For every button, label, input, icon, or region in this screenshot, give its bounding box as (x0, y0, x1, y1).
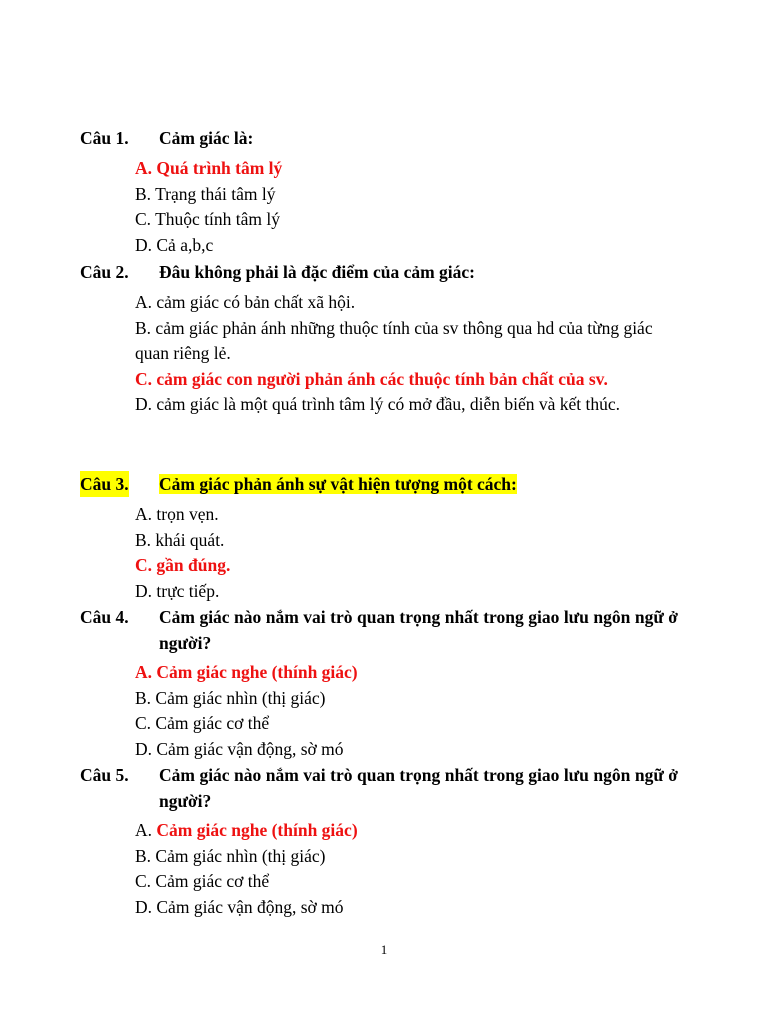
question-text-wrapper (159, 471, 678, 497)
question-text: Cảm giác phản ánh sự vật hiện tượng một cách: (159, 474, 517, 494)
question-2 (80, 259, 678, 285)
answer-option: B. khái quát. (135, 529, 225, 550)
answer-prefix: A. (135, 820, 157, 840)
answer-option (135, 818, 678, 844)
question-number: Câu 5. (80, 765, 129, 785)
question-number: Câu 3. (80, 471, 129, 497)
question-text: Cảm giác là: (159, 128, 254, 148)
answer-option: B. cảm giác phản ánh những thuộc tính của sv thông qua hd của từng giác quan riêng lẻ. (135, 317, 653, 363)
answer-option: D. Cảm giác vận động, sờ mó (135, 896, 344, 917)
question-number: Câu 2. (80, 262, 129, 282)
question-text: Đâu không phải là đặc điểm của cảm giác: (159, 262, 475, 282)
answer-option: A. Cảm giác nghe (thính giác) (135, 662, 358, 682)
answers-3 (135, 502, 678, 604)
question-4 (80, 604, 678, 656)
answer-option: C. gần đúng. (135, 555, 231, 575)
answers-1 (135, 156, 678, 258)
answers-2 (135, 290, 678, 418)
question-text: Cảm giác nào nắm vai trò quan trọng nhất trong giao lưu ngôn ngữ ở người? (159, 607, 678, 653)
answer-option: D. Cả a,b,c (135, 234, 214, 255)
answer-option: A. cảm giác có bản chất xã hội. (135, 292, 356, 312)
answers-5 (135, 818, 678, 920)
answer-option: B. Cảm giác nhìn (thị giác) (135, 687, 326, 708)
page-number: 1 (380, 942, 388, 957)
question-text: Cảm giác nào nắm vai trò quan trọng nhất trong giao lưu ngôn ngữ ở người? (159, 765, 678, 811)
answer-option: C. Cảm giác cơ thể (135, 713, 270, 733)
answer-option: D. cảm giác là một quá trình tâm lý có mở đầu, diễn biến và kết thúc. (135, 394, 621, 414)
answer-option: D. trực tiếp. (135, 580, 220, 601)
question-5 (80, 762, 678, 814)
answer-body: Cảm giác nghe (thính giác) (156, 820, 358, 840)
answer-option: B. Cảm giác nhìn (thị giác) (135, 845, 326, 866)
question-3 (80, 471, 678, 497)
answer-option: D. Cảm giác vận động, sờ mó (135, 738, 344, 759)
answer-option: B. Trạng thái tâm lý (135, 183, 276, 204)
answer-option: A. Quá trình tâm lý (135, 158, 283, 178)
question-1 (80, 125, 678, 151)
question-number: Câu 1. (80, 128, 129, 148)
answer-option: C. Thuộc tính tâm lý (135, 209, 281, 229)
answer-option: A. trọn vẹn. (135, 504, 219, 524)
question-number: Câu 4. (80, 607, 129, 627)
answer-option: C. cảm giác con người phản ánh các thuộc tính bản chất của sv. (135, 368, 608, 389)
answers-4 (135, 660, 678, 762)
answer-option: C. Cảm giác cơ thể (135, 871, 270, 891)
